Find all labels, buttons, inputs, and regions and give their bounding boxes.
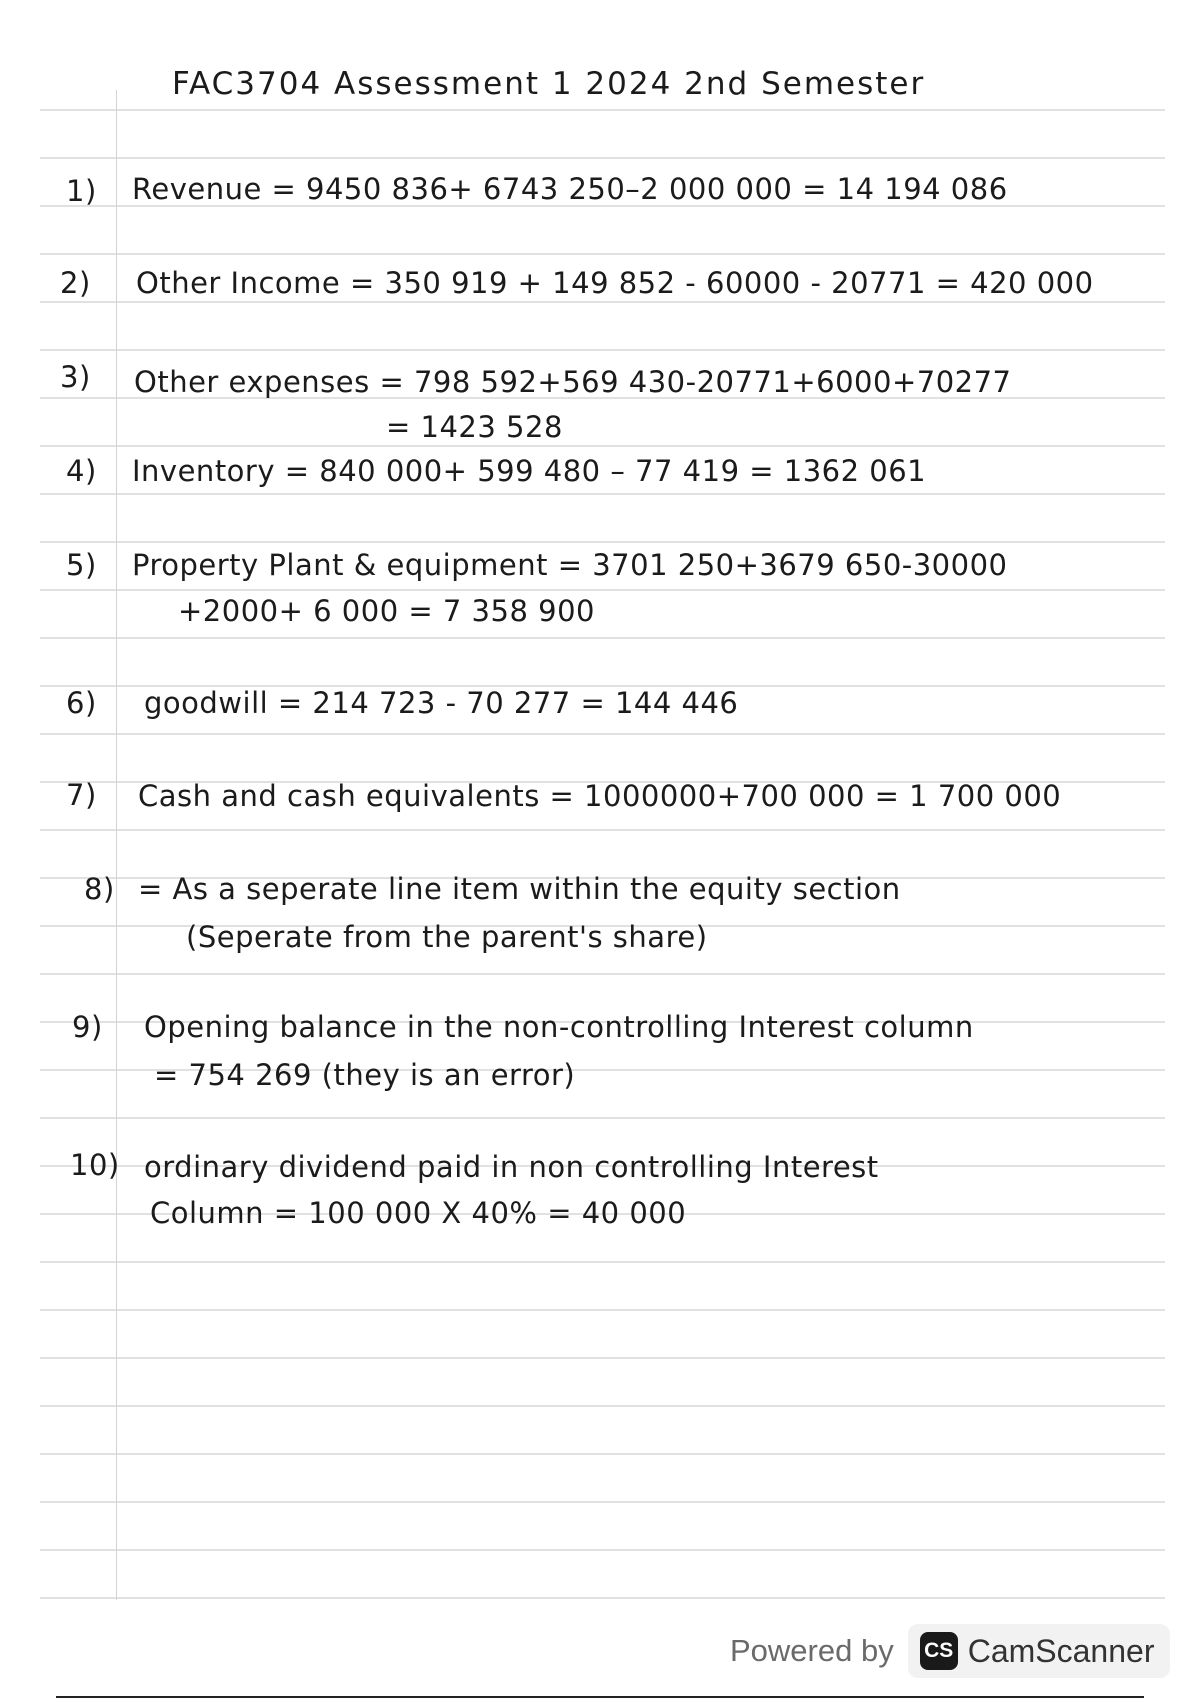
item-number-4: 4) (66, 454, 97, 488)
item-1-line-1: Revenue = 9450 836+ 6743 250–2 000 000 = 14 194 086 (132, 172, 1008, 206)
item-number-7: 7) (66, 778, 97, 812)
item-3-line-2: = 1423 528 (386, 410, 563, 444)
item-number-8: 8) (84, 872, 115, 906)
item-number-1: 1) (66, 174, 97, 208)
item-2-line-1: Other Income = 350 919 + 149 852 - 60000 - 20771 = 420 000 (136, 266, 1094, 300)
item-7-line-1: Cash and cash equivalents = 1000000+700 000 = 1 700 000 (138, 779, 1062, 813)
item-number-6: 6) (66, 686, 97, 720)
item-5-line-1: Property Plant & equipment = 3701 250+3679 650-30000 (132, 548, 1008, 582)
camscanner-logo-icon: CS (920, 1632, 958, 1670)
item-4-line-1: Inventory = 840 000+ 599 480 – 77 419 = 1362 061 (132, 454, 927, 488)
item-9-line-2: = 754 269 (they is an error) (154, 1058, 576, 1092)
item-10-line-1: ordinary dividend paid in non controlling Interest (144, 1150, 879, 1184)
item-number-9: 9) (72, 1010, 103, 1044)
item-6-line-1: goodwill = 214 723 - 70 277 = 144 446 (144, 686, 739, 720)
page-title: FAC3704 Assessment 1 2024 2nd Semester (172, 66, 926, 102)
camscanner-badge (908, 1624, 1171, 1678)
powered-by-label: Powered by (730, 1633, 894, 1668)
item-number-3: 3) (60, 360, 91, 394)
item-5-line-2: +2000+ 6 000 = 7 358 900 (178, 594, 595, 628)
item-8-line-1: = As a seperate line item within the equity section (138, 872, 901, 906)
item-8-line-2: (Seperate from the parent's share) (186, 920, 708, 954)
bottom-rule (56, 1696, 1144, 1698)
item-number-5: 5) (66, 548, 97, 582)
item-number-10: 10) (70, 1148, 120, 1182)
camscanner-brand-name: CamScanner (967, 1632, 1155, 1669)
item-10-line-2: Column = 100 000 X 40% = 40 000 (150, 1196, 687, 1230)
item-9-line-1: Opening balance in the non-controlling Interest column (144, 1010, 974, 1044)
item-3-line-1: Other expenses = 798 592+569 430-20771+6000+70277 (134, 365, 1012, 399)
camscanner-watermark (730, 1620, 1170, 1682)
margin-line (116, 90, 117, 1600)
item-number-2: 2) (60, 266, 91, 300)
